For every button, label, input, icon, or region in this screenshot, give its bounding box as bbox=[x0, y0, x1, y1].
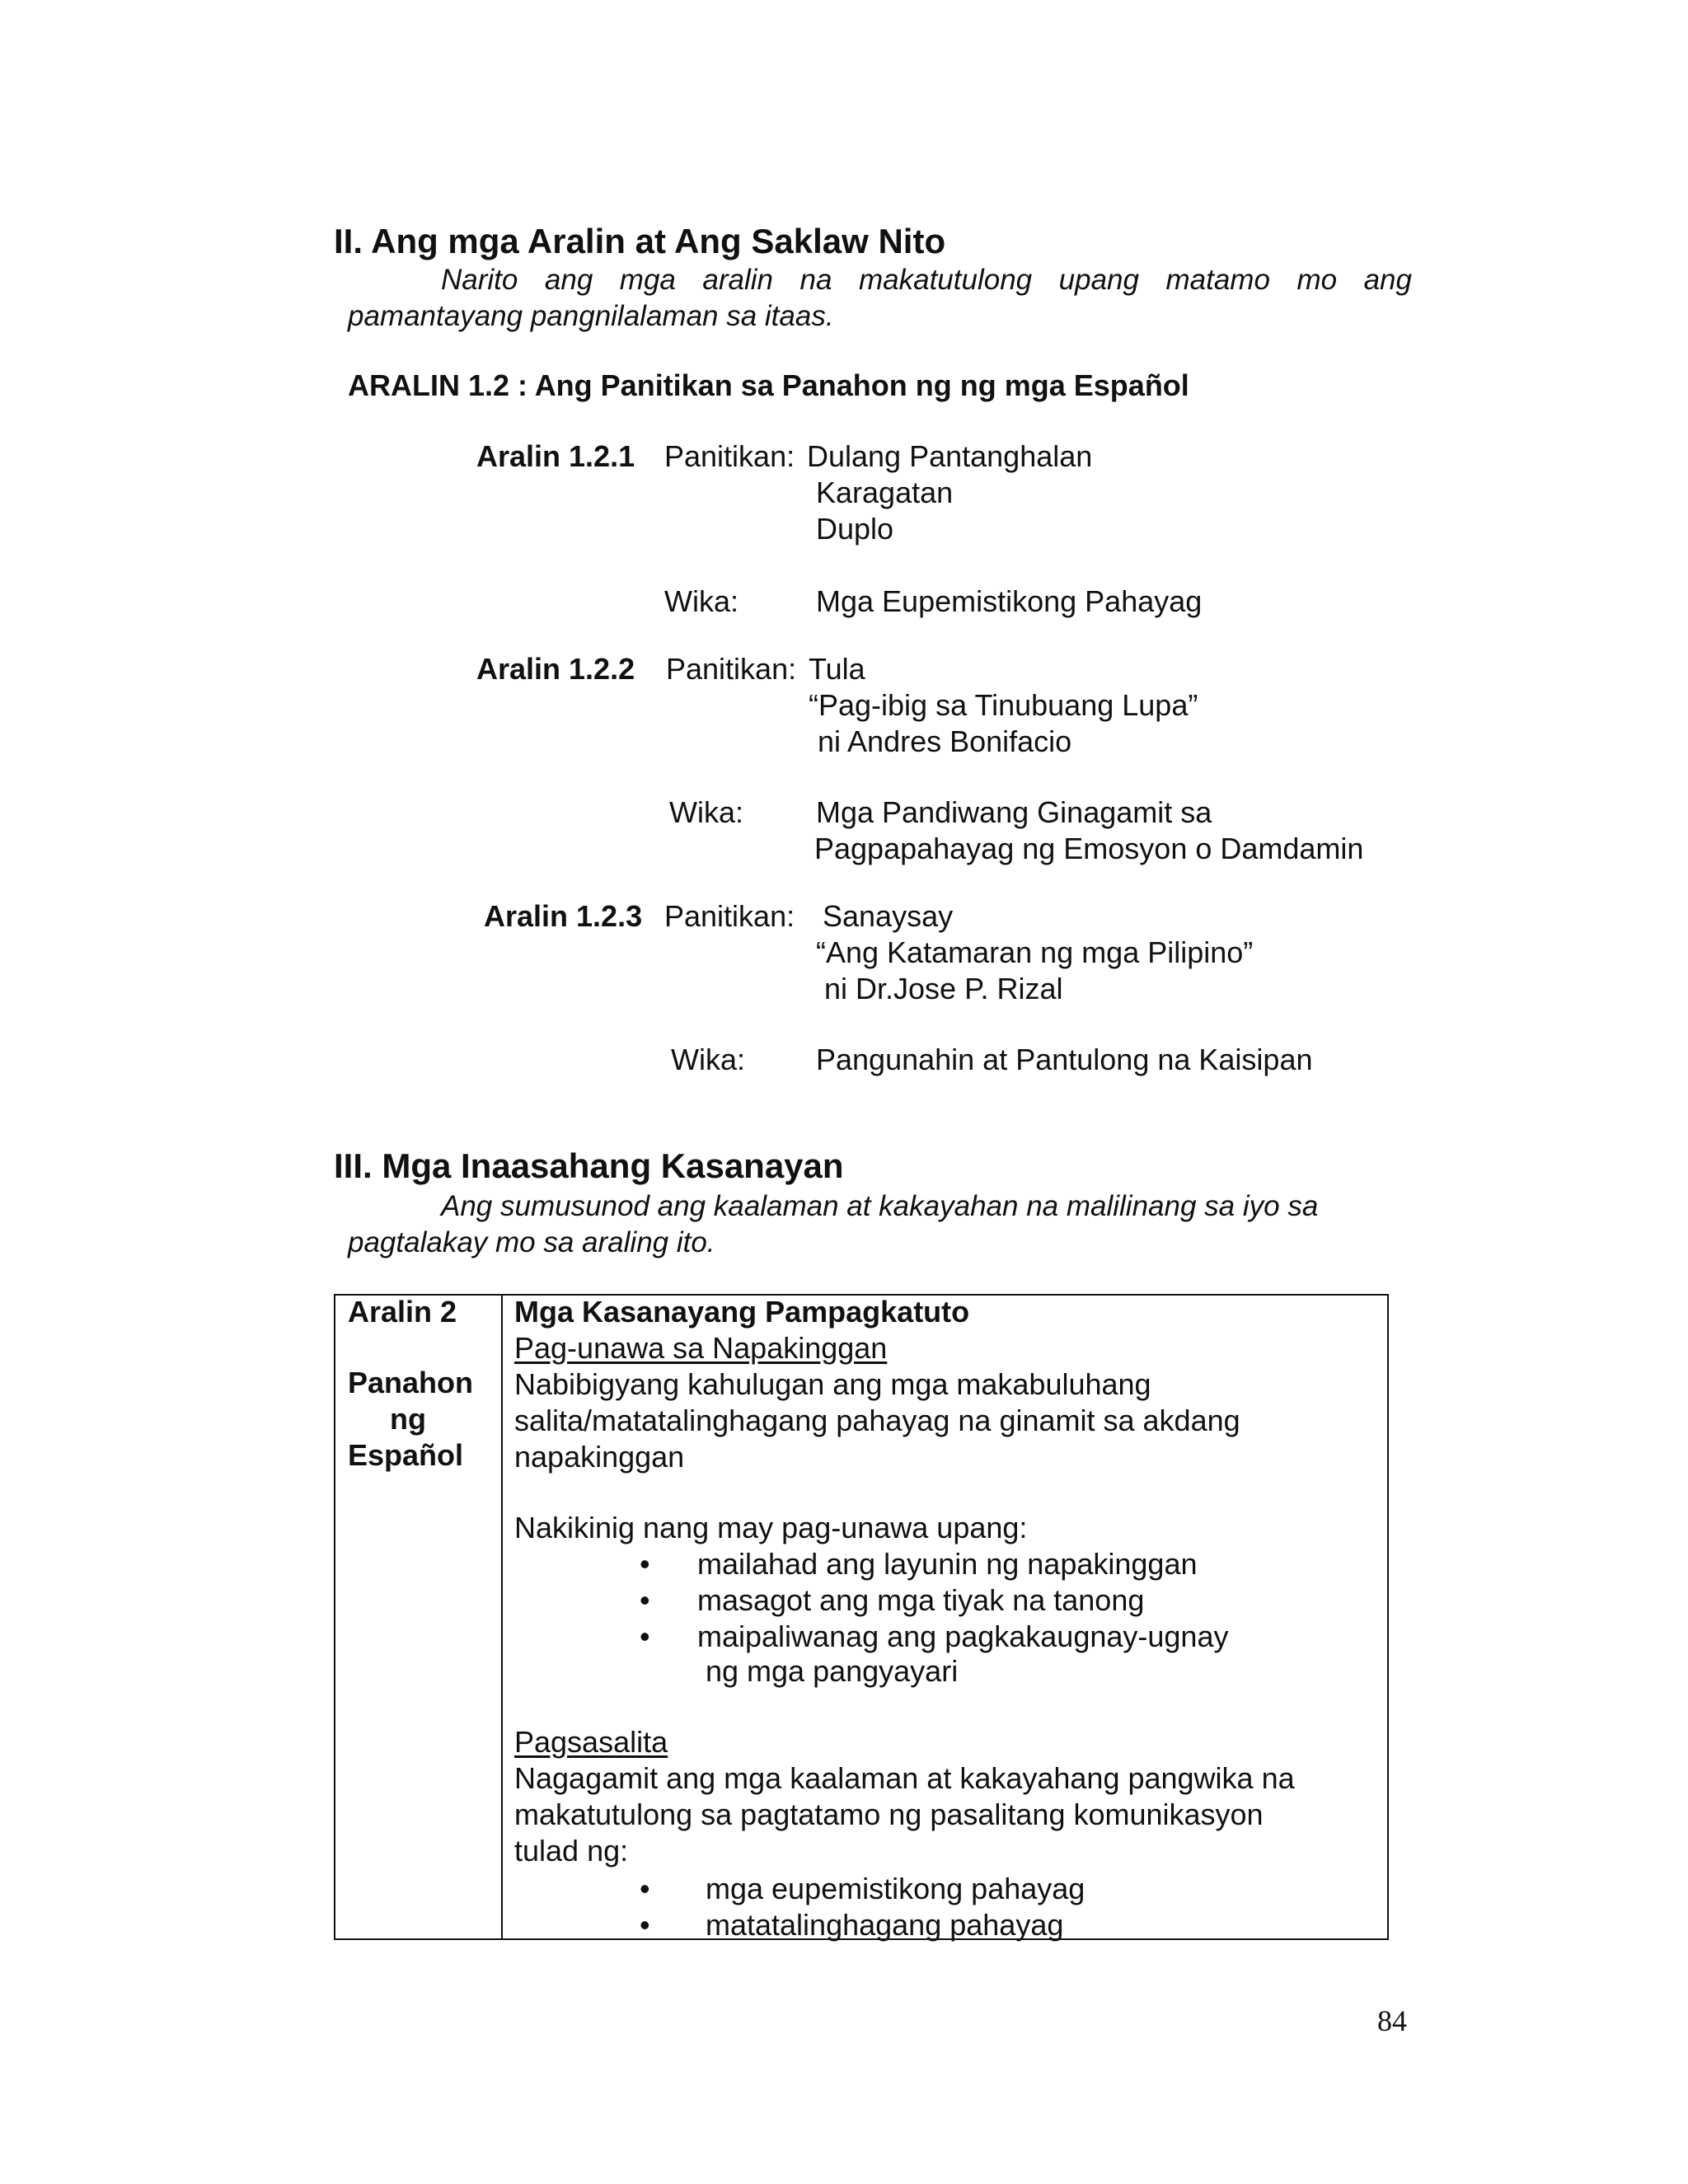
bullet-marker: • bbox=[640, 1547, 650, 1581]
panitikan-line: Karagatan bbox=[816, 476, 954, 509]
panitikan-line: “Pag-ibig sa Tinubuang Lupa” bbox=[809, 688, 1198, 722]
bullet-item: masagot ang mga tiyak na tanong bbox=[697, 1583, 1145, 1617]
skill-line: tulad ng: bbox=[514, 1834, 629, 1868]
panitikan-line: Tula bbox=[809, 652, 865, 686]
section-heading-ii: II. Ang mga Aralin at Ang Saklaw Nito bbox=[334, 222, 946, 260]
skill-line: Nagagamit ang mga kaalaman at kakayahang pangwika na bbox=[514, 1761, 1295, 1795]
wika-label: Wika: bbox=[664, 584, 738, 618]
bullet-item: mga eupemistikong pahayag bbox=[706, 1872, 1085, 1905]
lesson-label: Aralin 1.2.1 bbox=[476, 439, 635, 473]
panitikan-line: ni Dr.Jose P. Rizal bbox=[824, 972, 1063, 1005]
table-cell-ng: ng bbox=[390, 1402, 426, 1436]
bullet-marker: • bbox=[640, 1583, 650, 1617]
lesson-label: Aralin 1.2.3 bbox=[484, 899, 643, 933]
bullet-item: maipaliwanag ang pagkakaugnay-ugnay bbox=[697, 1619, 1229, 1653]
aralin-heading: ARALIN 1.2 : Ang Panitikan sa Panahon ng ng mga Español bbox=[348, 368, 1189, 402]
panitikan-line: Dulang Pantanghalan bbox=[807, 439, 1093, 473]
skill-line: Nakikinig nang may pag-unawa upang: bbox=[514, 1511, 1028, 1544]
subheading-pag-unawa: Pag-unawa sa Napakinggan bbox=[514, 1331, 888, 1365]
wika-line: Pagpapahayag ng Emosyon o Damdamin bbox=[814, 832, 1364, 865]
table-header-kasanayan: Mga Kasanayang Pampagkatuto bbox=[514, 1295, 970, 1329]
bullet-marker: • bbox=[640, 1872, 650, 1905]
section-intro-line: pagtalakay mo sa araling ito. bbox=[348, 1226, 715, 1258]
section-intro-line: pamantayang pangnilalaman sa itaas. bbox=[348, 300, 834, 332]
table-cell-panahon: Panahon bbox=[348, 1366, 474, 1399]
panitikan-label: Panitikan: bbox=[664, 899, 795, 933]
wika-line: Mga Pandiwang Ginagamit sa bbox=[816, 795, 1212, 829]
table-column-divider bbox=[501, 1294, 503, 1940]
section-intro-line: Ang sumusunod ang kaalaman at kakayahan na malilinang sa iyo sa bbox=[441, 1190, 1319, 1222]
bullet-item-continuation: ng mga pangyayari bbox=[706, 1654, 959, 1688]
bullet-marker: • bbox=[640, 1619, 650, 1653]
skill-line: napakinggan bbox=[514, 1440, 685, 1474]
panitikan-line: Duplo bbox=[816, 512, 894, 546]
panitikan-line: “Ang Katamaran ng mga Pilipino” bbox=[816, 935, 1254, 969]
panitikan-label: Panitikan: bbox=[666, 652, 797, 686]
wika-label: Wika: bbox=[669, 795, 743, 829]
panitikan-line: ni Andres Bonifacio bbox=[818, 724, 1072, 758]
lesson-label: Aralin 1.2.2 bbox=[476, 652, 635, 686]
panitikan-label: Panitikan: bbox=[664, 439, 795, 473]
wika-line: Mga Eupemistikong Pahayag bbox=[816, 584, 1203, 618]
bullet-marker: • bbox=[640, 1908, 650, 1942]
table-cell-aralin: Aralin 2 bbox=[348, 1295, 457, 1329]
wika-line: Pangunahin at Pantulong na Kaisipan bbox=[816, 1043, 1313, 1076]
skill-line: Nabibigyang kahulugan ang mga makabuluhang bbox=[514, 1367, 1151, 1401]
skill-line: makatutulong sa pagtatamo ng pasalitang komunikasyon bbox=[514, 1797, 1264, 1831]
section-intro-line: Narito ang mga aralin na makatutulong upang matamo mo ang bbox=[441, 264, 1412, 296]
table-cell-espanol: Español bbox=[348, 1438, 464, 1472]
wika-label: Wika: bbox=[671, 1043, 745, 1076]
section-heading-iii: III. Mga Inaasahang Kasanayan bbox=[334, 1146, 844, 1185]
bullet-item: matatalinghagang pahayag bbox=[706, 1908, 1064, 1942]
skill-line: salita/matatalinghagang pahayag na ginamit sa akdang bbox=[514, 1404, 1240, 1437]
page-number: 84 bbox=[1377, 2004, 1407, 2037]
bullet-item: mailahad ang layunin ng napakinggan bbox=[697, 1547, 1198, 1581]
subheading-pagsasalita: Pagsasalita bbox=[514, 1725, 668, 1759]
panitikan-line: Sanaysay bbox=[823, 899, 954, 933]
